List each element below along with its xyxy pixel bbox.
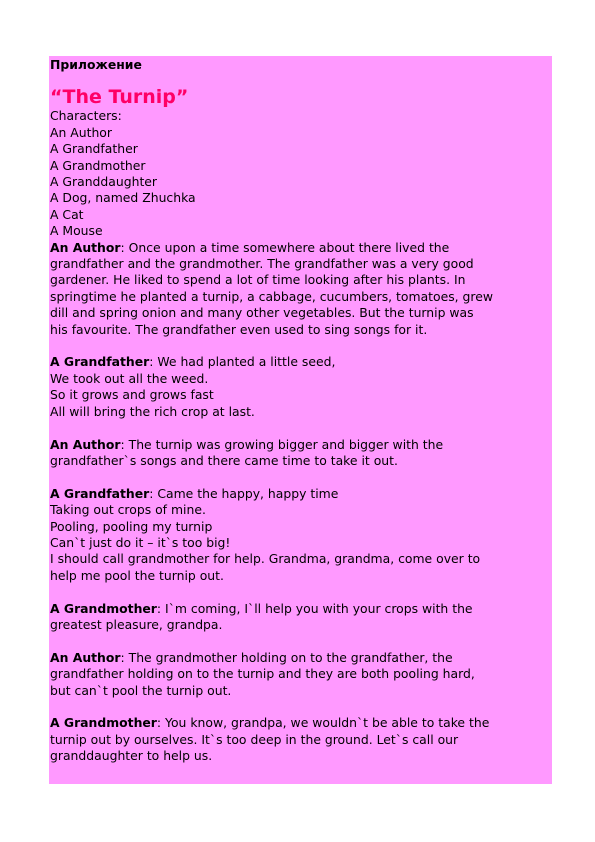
dialogue-line: [50, 289, 552, 305]
paragraph-gap: [50, 633, 552, 649]
speaker-name: An Author: [50, 649, 121, 665]
dialogue-paragraph: [50, 601, 552, 634]
appendix-heading: Приложение: [50, 57, 142, 72]
line-text: Taking out crops of mine.: [50, 502, 206, 518]
dialogue-line: [50, 404, 552, 420]
dialogue-paragraph: [50, 486, 552, 584]
dialogue-paragraph: [50, 437, 552, 470]
line-text: grandfather`s songs and there came time to take it out.: [50, 452, 398, 468]
line-text: turnip out by ourselves. It`s too deep in the ground. Let`s call our: [50, 731, 459, 747]
character-item: A Dog, named Zhuchka: [50, 190, 196, 206]
dialogue-line: [50, 535, 552, 551]
character-item: An Author: [50, 124, 112, 140]
character-item: A Grandmother: [50, 157, 146, 173]
dialogue-paragraph: [50, 354, 552, 420]
line-text: I should call grandmother for help. Grandma, grandma, come over to: [50, 551, 481, 567]
line-text: grandfather and the grandmother. The grandfather was a very good: [50, 256, 474, 272]
dialogue-line: [50, 322, 552, 338]
line-text: : You know, grandpa, we wouldn`t be able to take the: [156, 715, 490, 731]
dialogue-line: [50, 502, 552, 518]
dialogue-body: [50, 240, 552, 765]
speaker-name: A Grandmother: [50, 715, 157, 731]
speaker-name: An Author: [50, 239, 121, 255]
dialogue-first-line: [50, 354, 552, 370]
line-text: We took out all the weed.: [50, 370, 209, 386]
characters-header: Characters:: [50, 108, 122, 124]
document-page: [49, 56, 552, 784]
character-item: A Cat: [50, 206, 84, 222]
paragraph-gap: [50, 699, 552, 715]
dialogue-line: [50, 683, 552, 699]
line-text: All will bring the rich crop at last.: [50, 403, 255, 419]
dialogue-paragraph: [50, 715, 552, 764]
line-text: granddaughter to help us.: [50, 748, 213, 764]
dialogue-line: [50, 551, 552, 567]
dialogue-line: [50, 256, 552, 272]
story-title: “The Turnip”: [50, 86, 189, 109]
dialogue-line: [50, 272, 552, 288]
dialogue-line: [50, 453, 552, 469]
line-text: gardener. He liked to spend a lot of time looking after his plants. In: [50, 272, 466, 288]
dialogue-first-line: [50, 437, 552, 453]
dialogue-line: [50, 305, 552, 321]
character-item: A Granddaughter: [50, 174, 158, 190]
line-text: his favourite. The grandfather even used to sing songs for it.: [50, 321, 428, 337]
line-text: grandfather holding on to the turnip and they are both pooling hard,: [50, 666, 475, 682]
dialogue-paragraph: [50, 240, 552, 338]
line-text: : Came the happy, happy time: [149, 485, 339, 501]
dialogue-line: [50, 519, 552, 535]
line-text: So it grows and grows fast: [50, 387, 214, 403]
line-text: help me pool the turnip out.: [50, 567, 224, 583]
line-text: but can`t pool the turnip out.: [50, 682, 232, 698]
characters-list: [50, 125, 552, 240]
dialogue-first-line: [50, 240, 552, 256]
line-text: : Once upon a time somewhere about there lived the: [120, 239, 450, 255]
dialogue-line: [50, 568, 552, 584]
paragraph-gap: [50, 338, 552, 354]
speaker-name: A Grandfather: [50, 354, 150, 370]
dialogue-first-line: [50, 601, 552, 617]
speaker-name: A Grandmother: [50, 600, 157, 616]
speaker-name: A Grandfather: [50, 485, 150, 501]
dialogue-line: [50, 387, 552, 403]
dialogue-line: [50, 732, 552, 748]
character-item: A Mouse: [50, 223, 103, 239]
dialogue-line: [50, 748, 552, 764]
paragraph-gap: [50, 469, 552, 485]
paragraph-gap: [50, 420, 552, 436]
line-text: Can`t just do it – it`s too big!: [50, 534, 231, 550]
line-text: greatest pleasure, grandpa.: [50, 616, 223, 632]
character-item: A Grandfather: [50, 141, 138, 157]
line-text: springtime he planted a turnip, a cabbage, cucumbers, tomatoes, grew: [50, 288, 494, 304]
line-text: : We had planted a little seed,: [149, 354, 336, 370]
dialogue-paragraph: [50, 650, 552, 699]
dialogue-first-line: [50, 650, 552, 666]
dialogue-line: [50, 666, 552, 682]
dialogue-line: [50, 617, 552, 633]
dialogue-first-line: [50, 715, 552, 731]
line-text: Pooling, pooling my turnip: [50, 518, 213, 534]
line-text: : The turnip was growing bigger and bigger with the: [120, 436, 444, 452]
dialogue-first-line: [50, 486, 552, 502]
speaker-name: An Author: [50, 436, 121, 452]
paragraph-gap: [50, 584, 552, 600]
line-text: : I`m coming, I`ll help you with your crops with the: [156, 600, 473, 616]
dialogue-line: [50, 371, 552, 387]
line-text: : The grandmother holding on to the grandfather, the: [120, 649, 453, 665]
line-text: dill and spring onion and many other vegetables. But the turnip was: [50, 305, 474, 321]
